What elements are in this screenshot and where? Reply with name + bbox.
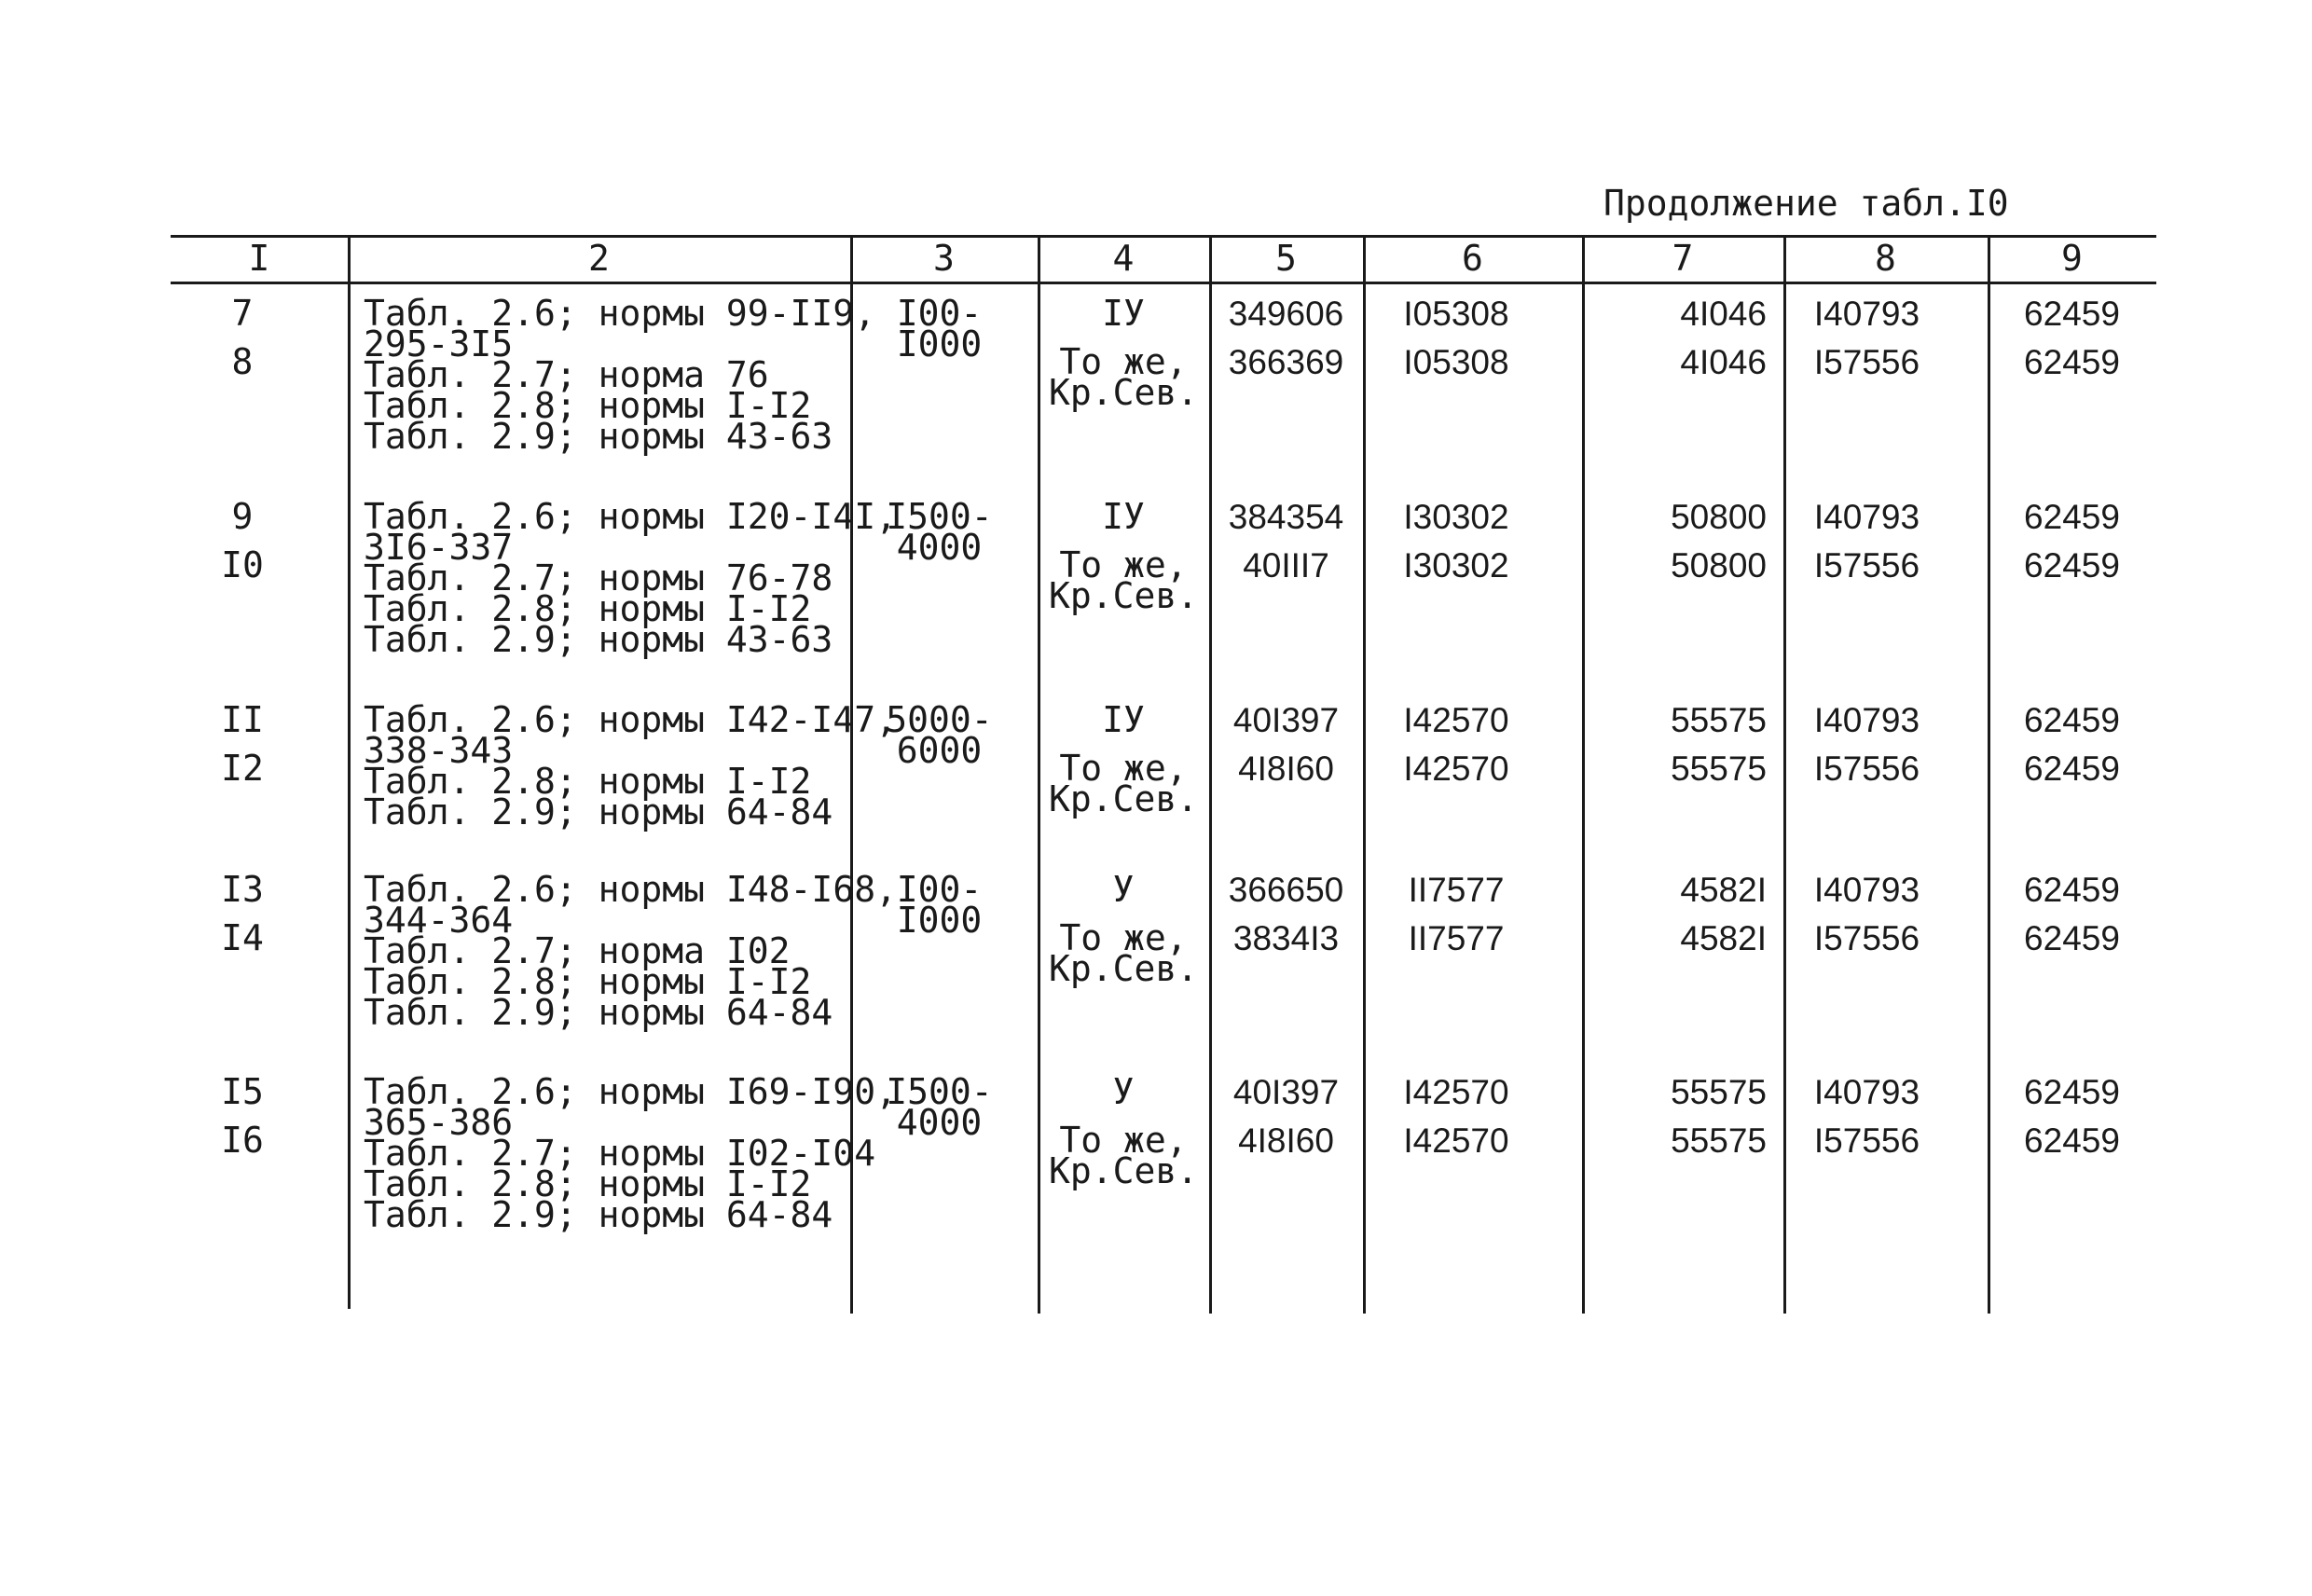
row-number: I0 bbox=[221, 544, 264, 585]
header-cell: 5 bbox=[1275, 238, 1297, 279]
value-cell: 62459 bbox=[2024, 919, 2120, 957]
row-number: I4 bbox=[221, 917, 264, 958]
value-cell: 384354 bbox=[1228, 498, 1344, 536]
norm-line: Табл. 2.9; нормы 64-84 bbox=[364, 1194, 833, 1235]
zone-cell: IУ bbox=[1102, 496, 1145, 537]
norm-references bbox=[364, 293, 876, 457]
value-cell: I40793 bbox=[1813, 871, 1920, 909]
row-number: I5 bbox=[221, 1071, 264, 1112]
range-cell: I00- I000 bbox=[896, 869, 983, 941]
value-cell: 55575 bbox=[1671, 701, 1767, 739]
norm-line: 295-3I5 bbox=[364, 323, 514, 365]
value-cell: 62459 bbox=[2024, 871, 2120, 909]
value-cell: II7577 bbox=[1408, 919, 1505, 957]
norm-line: Табл. 2.6; нормы I42-I47, bbox=[364, 699, 897, 740]
value-cell: I40793 bbox=[1813, 1073, 1920, 1111]
norm-line: 365-386 bbox=[364, 1102, 514, 1143]
value-cell: I57556 bbox=[1813, 546, 1920, 585]
zone-alt-cell: То же, Кр.Сев. bbox=[1049, 748, 1199, 819]
row-number: 8 bbox=[231, 341, 254, 382]
header-bottom-rule bbox=[171, 282, 2156, 284]
row-group bbox=[0, 869, 2312, 1080]
norm-line: Табл. 2.6; нормы I20-I4I, bbox=[364, 496, 897, 537]
row-number: 9 bbox=[231, 496, 254, 537]
value-cell: 62459 bbox=[2024, 1121, 2120, 1160]
value-cell: 62459 bbox=[2024, 295, 2120, 333]
header-cell: 6 bbox=[1462, 238, 1483, 279]
zone-cell: У bbox=[1112, 1071, 1135, 1112]
header-cell: 4 bbox=[1112, 238, 1135, 279]
norm-line: Табл. 2.8; нормы I-I2 bbox=[364, 961, 812, 1002]
value-cell: 349606 bbox=[1228, 295, 1344, 333]
value-cell: 62459 bbox=[2024, 701, 2120, 739]
row-group bbox=[0, 293, 2312, 503]
value-cell: 3834I3 bbox=[1232, 919, 1340, 957]
norm-line: Табл. 2.9; нормы 64-84 bbox=[364, 791, 833, 832]
norm-line: Табл. 2.8; нормы I-I2 bbox=[364, 761, 812, 802]
zone-alt-cell: То же, Кр.Сев. bbox=[1049, 1120, 1199, 1191]
value-cell: I57556 bbox=[1813, 919, 1920, 957]
zone-cell: У bbox=[1112, 869, 1135, 910]
norm-line: Табл. 2.9; нормы 43-63 bbox=[364, 416, 833, 457]
value-cell: 40I397 bbox=[1232, 1073, 1340, 1111]
value-cell: I42570 bbox=[1403, 1121, 1509, 1160]
zone-cell: IУ bbox=[1102, 699, 1145, 740]
value-cell: I40793 bbox=[1813, 701, 1920, 739]
value-cell: I40793 bbox=[1813, 295, 1920, 333]
value-cell: 62459 bbox=[2024, 1073, 2120, 1111]
norm-line: Табл. 2.8; нормы I-I2 bbox=[364, 385, 812, 426]
zone-alt-cell: То же, Кр.Сев. bbox=[1049, 917, 1199, 989]
value-cell: 55575 bbox=[1671, 1121, 1767, 1160]
value-cell: 62459 bbox=[2024, 343, 2120, 381]
norm-line: Табл. 2.7; норма I02 bbox=[364, 930, 791, 971]
zone-alt-cell: То же, Кр.Сев. bbox=[1049, 341, 1199, 413]
row-group bbox=[0, 496, 2312, 707]
header-cell: 7 bbox=[1672, 238, 1694, 279]
zone-cell: IУ bbox=[1102, 293, 1145, 334]
value-cell: 4582I bbox=[1680, 919, 1767, 957]
table-caption: Продолжение табл.I0 bbox=[1603, 183, 2009, 224]
value-cell: 62459 bbox=[2024, 546, 2120, 585]
norm-line: Табл. 2.6; нормы I69-I90, bbox=[364, 1071, 897, 1112]
norm-line: Табл. 2.8; нормы I-I2 bbox=[364, 1163, 812, 1204]
norm-line: 344-364 bbox=[364, 900, 514, 941]
value-cell: 50800 bbox=[1671, 498, 1767, 536]
value-cell: 62459 bbox=[2024, 498, 2120, 536]
norm-line: Табл. 2.9; нормы 43-63 bbox=[364, 619, 833, 660]
norm-line: Табл. 2.6; нормы I48-I68, bbox=[364, 869, 897, 910]
row-number: II bbox=[221, 699, 264, 740]
value-cell: I40793 bbox=[1813, 498, 1920, 536]
range-cell: I500- 4000 bbox=[886, 1071, 993, 1143]
norm-line: Табл. 2.9; нормы 64-84 bbox=[364, 992, 833, 1033]
value-cell: I42570 bbox=[1403, 701, 1509, 739]
value-cell: I57556 bbox=[1813, 1121, 1920, 1160]
value-cell: 50800 bbox=[1671, 546, 1767, 585]
range-cell: 5000- 6000 bbox=[886, 699, 993, 771]
value-cell: I30302 bbox=[1403, 546, 1509, 585]
zone-alt-cell: То же, Кр.Сев. bbox=[1049, 544, 1199, 616]
norm-references bbox=[364, 496, 897, 660]
row-number: I2 bbox=[221, 748, 264, 789]
value-cell: 4582I bbox=[1680, 871, 1767, 909]
value-cell: I05308 bbox=[1403, 343, 1509, 381]
norm-line: 338-343 bbox=[364, 730, 514, 771]
value-cell: I30302 bbox=[1403, 498, 1509, 536]
norm-line: Табл. 2.6; нормы 99-II9, bbox=[364, 293, 876, 334]
norm-line: 3I6-337 bbox=[364, 527, 514, 568]
value-cell: 4I046 bbox=[1680, 295, 1767, 333]
row-number: I3 bbox=[221, 869, 264, 910]
value-cell: I42570 bbox=[1403, 1073, 1509, 1111]
row-number: 7 bbox=[231, 293, 254, 334]
norm-line: Табл. 2.7; норма 76 bbox=[364, 354, 769, 395]
value-cell: 55575 bbox=[1671, 750, 1767, 788]
value-cell: 4I8I60 bbox=[1238, 1121, 1334, 1160]
header-cell: 9 bbox=[2061, 238, 2083, 279]
value-cell: 4I8I60 bbox=[1238, 750, 1334, 788]
norm-line: Табл. 2.7; нормы I02-I04 bbox=[364, 1133, 876, 1174]
row-group bbox=[0, 1071, 2312, 1282]
value-cell: 62459 bbox=[2024, 750, 2120, 788]
header-cell: 3 bbox=[933, 238, 955, 279]
value-cell: 366650 bbox=[1228, 871, 1344, 909]
value-cell: I42570 bbox=[1403, 750, 1509, 788]
header-cell: 8 bbox=[1875, 238, 1896, 279]
header-cell: 2 bbox=[588, 238, 610, 279]
value-cell: I57556 bbox=[1813, 750, 1920, 788]
value-cell: 40III7 bbox=[1243, 546, 1329, 585]
norm-line: Табл. 2.7; нормы 76-78 bbox=[364, 557, 833, 598]
value-cell: 366369 bbox=[1228, 343, 1344, 381]
header-cell: I bbox=[248, 238, 270, 279]
range-cell: I500- 4000 bbox=[886, 496, 993, 568]
range-cell: I00- I000 bbox=[896, 293, 983, 365]
value-cell: 55575 bbox=[1671, 1073, 1767, 1111]
norm-references bbox=[364, 1071, 897, 1235]
value-cell: I05308 bbox=[1403, 295, 1509, 333]
row-number: I6 bbox=[221, 1120, 264, 1161]
norm-line: Табл. 2.8; нормы I-I2 bbox=[364, 588, 812, 629]
norm-references bbox=[364, 869, 897, 1033]
value-cell: I57556 bbox=[1813, 343, 1920, 381]
norm-references bbox=[364, 699, 897, 832]
value-cell: 4I046 bbox=[1680, 343, 1767, 381]
value-cell: 40I397 bbox=[1232, 701, 1340, 739]
value-cell: II7577 bbox=[1408, 871, 1505, 909]
